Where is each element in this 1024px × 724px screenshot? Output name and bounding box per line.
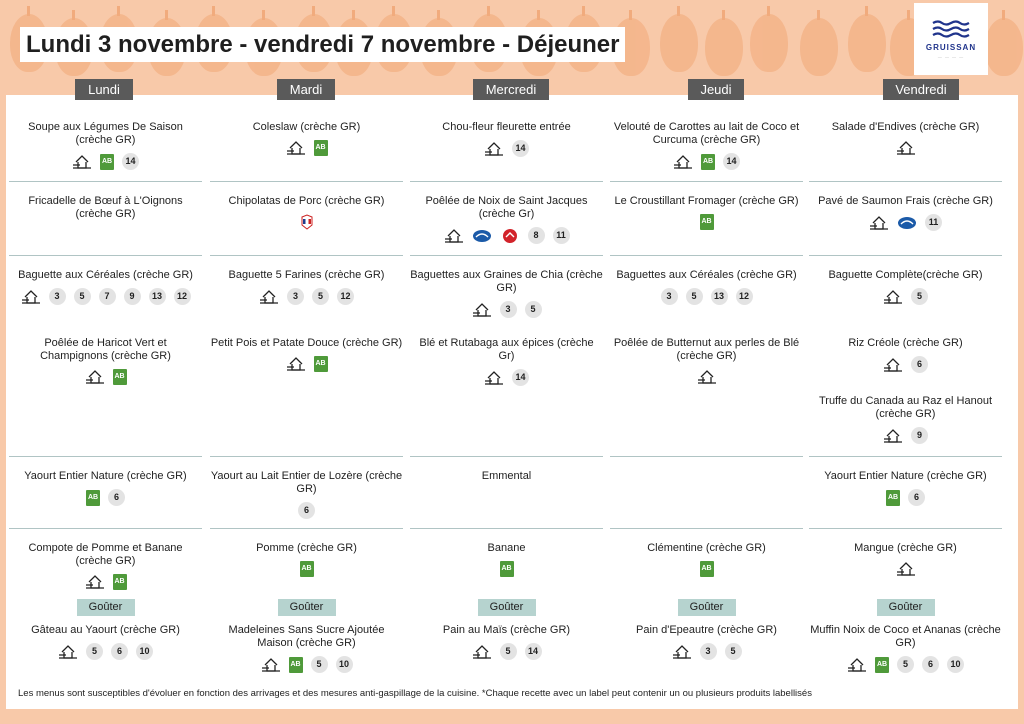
dish-name: Baguettes aux Graines de Chia (crèche GR) [410,269,603,294]
menu-item [410,542,603,577]
right-border [1018,95,1024,724]
allergen-badge: 6 [111,643,128,660]
row-separator [210,528,403,529]
allergen-badge: 14 [512,140,529,157]
dish-name: Pain au Maïs (crèche GR) [442,624,571,636]
gouter-label: Goûter [77,599,135,616]
allergen-badges [210,502,403,519]
gouter-label: Goûter [877,599,935,616]
allergen-badges [410,369,603,386]
bio-ab-icon: AB [700,214,714,230]
dish-name: Pain d'Epeautre (crèche GR) [636,624,777,636]
row-separator [809,528,1002,529]
pear-decoration [800,18,838,76]
msc-fish-icon [472,228,492,244]
allergen-badge: 3 [700,643,717,660]
allergen-badge: 5 [725,643,742,660]
allergen-badge: 3 [287,288,304,305]
menu-item [610,624,803,660]
allergen-badges [9,288,202,305]
allergen-badge: 14 [525,643,542,660]
allergen-badge: 6 [108,489,125,506]
footnote: Les menus sont susceptibles d'évoluer en fonction des arrivages et des mesures anti-gaspillage de la cuisine. *Chaque recette avec un label peut contenir un ou plusieurs produits labellisés [18,688,812,699]
allergen-badges [610,214,803,230]
homemade-icon [286,356,306,372]
dish-name: Chou-fleur fleurette entrée [442,121,571,133]
allergen-badges [610,561,803,577]
menu-item [610,542,803,577]
menu-item [809,121,1002,156]
row-separator [210,255,403,256]
allergen-badge: 5 [911,288,928,305]
dish-name: Madeleines Sans Sucre Ajoutée Maison (crèche GR) [228,624,385,649]
dish-name: Poêlée de Haricot Vert et Champignons (crèche GR) [40,337,171,362]
homemade-icon [72,154,92,170]
allergen-badges [410,227,603,244]
allergen-badges [809,140,1002,156]
homemade-icon [261,657,281,673]
dish-name: Soupe aux Légumes De Saison (crèche GR) [28,121,183,146]
menu-item [809,624,1002,673]
bio-ab-icon: AB [113,369,127,385]
bio-ab-icon: AB [314,356,328,372]
allergen-badges [410,140,603,157]
dish-name: Yaourt au Lait Entier de Lozère (crèche GR) [210,470,403,495]
menu-item [809,470,1002,506]
day-header-jeudi: Jeudi [688,79,744,100]
menu-item [210,542,403,577]
homemade-icon [472,302,492,318]
dish-name: Poêlée de Noix de Saint Jacques (crèche Gr) [425,195,588,220]
row-separator [9,255,202,256]
menu-item [210,121,403,156]
dish-name: Le Croustillant Fromager (crèche GR) [614,195,799,207]
allergen-badge: 5 [500,643,517,660]
homemade-icon [673,154,693,170]
menu-item [809,395,1002,444]
allergen-badges [9,574,202,590]
dish-name: Pomme (crèche GR) [256,542,357,554]
allergen-badge: 11 [925,214,942,231]
allergen-badges [210,140,403,156]
bio-ab-icon: AB [875,657,889,673]
gruissan-logo [914,3,988,75]
dish-name: Blé et Rutabaga aux épices (crèche Gr) [419,337,594,362]
pear-decoration [985,18,1023,76]
allergen-badge: 6 [908,489,925,506]
menu-item [9,121,202,170]
allergen-badges [809,489,1002,506]
homemade-icon [869,215,889,231]
allergen-badge: 12 [174,288,191,305]
logo-name: GRUISSAN [925,43,977,52]
allergen-badge: 5 [525,301,542,318]
menu-item [610,337,803,385]
allergen-badge: 5 [74,288,91,305]
allergen-badge: 5 [686,288,703,305]
homemade-icon [472,644,492,660]
allergen-badge: 10 [136,643,153,660]
bio-ab-icon: AB [314,140,328,156]
allergen-badge: 6 [911,356,928,373]
allergen-badge: 9 [911,427,928,444]
label-rouge-icon [500,228,520,244]
menu-item [210,337,403,372]
allergen-badges [210,656,403,673]
dish-name: Chipolatas de Porc (crèche GR) [228,195,385,207]
dish-name: Baguette Complète(crèche GR) [828,269,983,281]
homemade-icon [21,289,41,305]
allergen-badge: 5 [86,643,103,660]
menu-item [210,470,403,519]
allergen-badge: 3 [500,301,517,318]
allergen-badge: 5 [897,656,914,673]
menu-item [410,269,603,318]
bio-ab-icon: AB [300,561,314,577]
menu-item [410,470,603,483]
pear-decoration [705,18,743,76]
allergen-badges [809,427,1002,444]
menu-item [809,337,1002,373]
dish-name: Baguette aux Céréales (crèche GR) [18,269,193,281]
menu-item [809,195,1002,231]
allergen-badges [9,369,202,385]
row-separator [210,181,403,182]
allergen-badges [610,153,803,170]
menu-item [610,269,803,305]
homemade-icon [883,289,903,305]
row-separator [809,181,1002,182]
homemade-icon [847,657,867,673]
dish-name: Fricadelle de Bœuf à L'Oignons (crèche GR) [28,195,183,220]
bio-ab-icon: AB [100,154,114,170]
dish-name: Pavé de Saumon Frais (crèche GR) [818,195,993,207]
allergen-badges [809,288,1002,305]
row-separator [809,456,1002,457]
menu-item [210,195,403,230]
gouter-label: Goûter [278,599,336,616]
gouter-label: Goûter [478,599,536,616]
dish-name: Banane [487,542,526,554]
allergen-badges [210,356,403,372]
day-header-lundi: Lundi [75,79,133,100]
waves-icon [931,19,971,41]
homemade-icon [484,370,504,386]
allergen-badge: 6 [298,502,315,519]
allergen-badge: 3 [661,288,678,305]
bio-ab-icon: AB [701,154,715,170]
day-header-mardi: Mardi [277,79,335,100]
allergen-badges [410,643,603,660]
msc-fish-icon [897,215,917,231]
dish-name: Mangue (crèche GR) [854,542,957,554]
allergen-badges [210,288,403,305]
pear-decoration [750,14,788,72]
dish-name: Muffin Noix de Coco et Ananas (crèche GR) [810,624,1001,649]
allergen-badges [809,356,1002,373]
allergen-badge: 6 [922,656,939,673]
menu-item [210,624,403,673]
pear-decoration [848,14,886,72]
row-separator [809,255,1002,256]
dish-name: Clémentine (crèche GR) [647,542,766,554]
allergen-badge: 9 [124,288,141,305]
homemade-icon [883,428,903,444]
dish-name: Salade d'Endives (crèche GR) [831,121,980,133]
gouter-label: Goûter [678,599,736,616]
dish-name: Coleslaw (crèche GR) [252,121,361,133]
dish-name: Baguette 5 Farines (crèche GR) [228,269,385,281]
pear-decoration [660,14,698,72]
dish-name: Yaourt Entier Nature (crèche GR) [824,470,987,482]
allergen-badges [410,561,603,577]
row-separator [610,255,803,256]
row-separator [410,456,603,457]
dish-name: Baguettes aux Céréales (crèche GR) [616,269,797,281]
allergen-badges [610,643,803,660]
row-separator [410,528,603,529]
page-title: Lundi 3 novembre - vendredi 7 novembre - Déjeuner [20,27,625,62]
bottom-border [0,709,1024,724]
allergen-badges [9,489,202,506]
homemade-icon [444,228,464,244]
menu-item [410,121,603,157]
menu-item [210,269,403,305]
logo-tagline: — — — — [937,54,965,59]
menu-item [610,195,803,230]
homemade-icon [58,644,78,660]
allergen-badge: 13 [149,288,166,305]
allergen-badges [809,561,1002,577]
menu-item [9,269,202,305]
allergen-badges [410,301,603,318]
dish-name: Emmental [481,470,532,482]
allergen-badge: 5 [312,288,329,305]
menu-item [410,624,603,660]
row-separator [9,456,202,457]
homemade-icon [896,140,916,156]
row-separator [610,456,803,457]
allergen-badge: 10 [336,656,353,673]
menu-item [9,195,202,221]
allergen-badge: 14 [723,153,740,170]
bio-ab-icon: AB [500,561,514,577]
dish-name: Gâteau au Yaourt (crèche GR) [31,624,180,636]
homemade-icon [672,644,692,660]
dish-name: Riz Créole (crèche GR) [848,337,963,349]
row-separator [610,528,803,529]
allergen-badges [610,288,803,305]
homemade-icon [484,141,504,157]
menu-item [410,337,603,386]
menu-item [9,470,202,506]
menu-item [809,269,1002,305]
day-header-mercredi: Mercredi [473,79,549,100]
homemade-icon [85,369,105,385]
homemade-icon [697,369,717,385]
day-header-vendredi: Vendredi [883,79,959,100]
allergen-badge: 8 [528,227,545,244]
menu-item [809,542,1002,577]
dish-name: Yaourt Entier Nature (crèche GR) [24,470,187,482]
menu-item [610,121,803,170]
row-separator [210,456,403,457]
dish-name: Velouté de Carottes au lait de Coco et Curcuma (crèche GR) [613,121,800,146]
allergen-badges [9,643,202,660]
row-separator [9,181,202,182]
dish-name: Compote de Pomme et Banane (crèche GR) [28,542,183,567]
dish-name: Petit Pois et Patate Douce (crèche GR) [210,337,403,349]
homemade-icon [286,140,306,156]
menu-item [9,542,202,590]
dish-name: Poêlée de Butternut aux perles de Blé (crèche GR) [613,337,800,362]
bio-ab-icon: AB [886,490,900,506]
homemade-icon [883,357,903,373]
allergen-badges [809,214,1002,231]
left-border [0,95,6,724]
allergen-badges [210,561,403,577]
allergen-badge: 7 [99,288,116,305]
homemade-icon [896,561,916,577]
homemade-icon [259,289,279,305]
row-separator [410,255,603,256]
allergen-badges [210,214,403,230]
row-separator [9,528,202,529]
menu-item [9,624,202,660]
allergen-badge: 11 [553,227,570,244]
bio-ab-icon: AB [86,490,100,506]
menu-item [9,337,202,385]
bio-ab-icon: AB [289,657,303,673]
allergen-badge: 14 [512,369,529,386]
allergen-badge: 5 [311,656,328,673]
le-porc-francais-icon [297,214,317,230]
allergen-badge: 3 [49,288,66,305]
allergen-badge: 10 [947,656,964,673]
allergen-badge: 12 [337,288,354,305]
menu-item [410,195,603,244]
allergen-badge: 13 [711,288,728,305]
row-separator [610,181,803,182]
allergen-badge: 12 [736,288,753,305]
allergen-badges [9,153,202,170]
homemade-icon [85,574,105,590]
allergen-badges [610,369,803,385]
dish-name: Truffe du Canada au Raz el Hanout (crèche GR) [818,395,993,420]
bio-ab-icon: AB [113,574,127,590]
row-separator [410,181,603,182]
allergen-badge: 14 [122,153,139,170]
bio-ab-icon: AB [700,561,714,577]
allergen-badges [809,656,1002,673]
